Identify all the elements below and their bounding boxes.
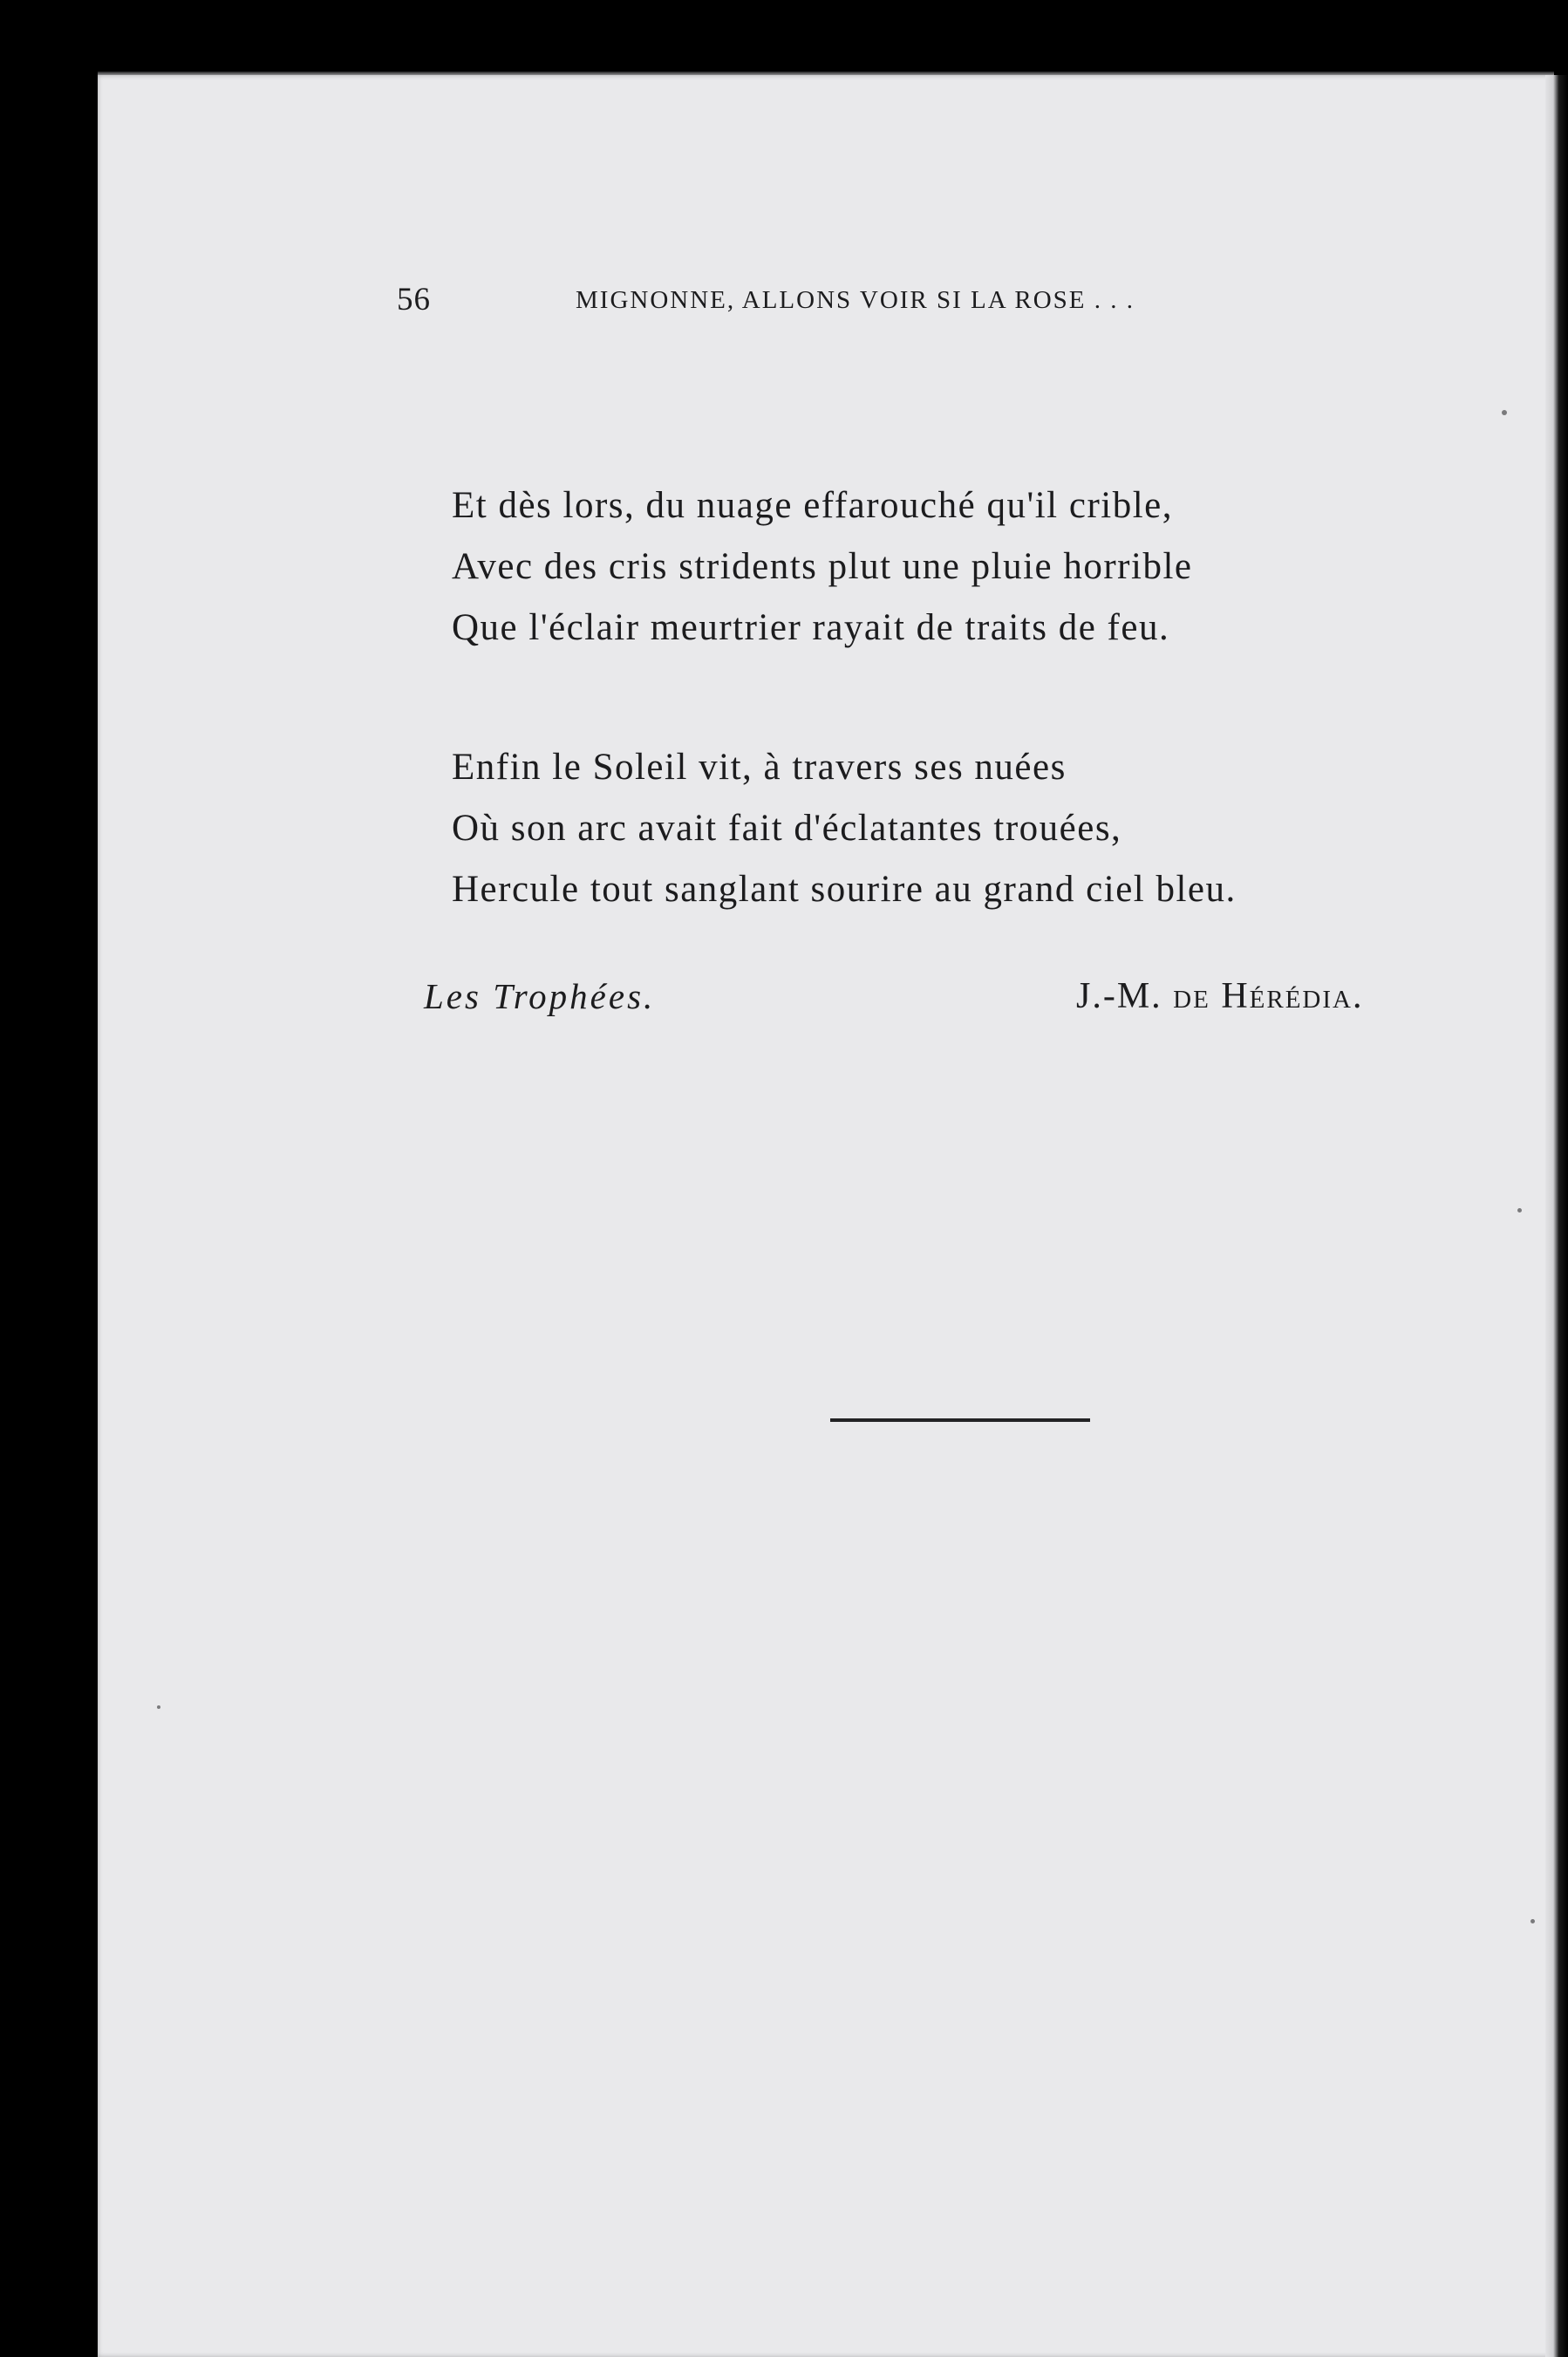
- end-rule: [830, 1418, 1090, 1422]
- scan-speck: [1517, 1208, 1522, 1213]
- stanza-2: [452, 737, 1455, 920]
- page-right-edge: [1545, 75, 1568, 2357]
- author-name: J.-M. de Hérédia.: [1076, 976, 1364, 1016]
- verse-line: Et dès lors, du nuage effarouché qu'il crible,: [452, 485, 1174, 526]
- scan-speck: [157, 1705, 160, 1709]
- verse-line: Où son arc avait fait d'éclatantes trouées,: [452, 808, 1122, 849]
- stanza-1: [452, 475, 1455, 659]
- verse-line: Avec des cris stridents plut une pluie horrible: [452, 546, 1193, 587]
- verse-line: Hercule tout sanglant sourire au grand ciel bleu.: [452, 869, 1237, 910]
- book-page: [98, 75, 1554, 2357]
- running-head: [397, 281, 1356, 325]
- scan-speck: [1531, 1919, 1535, 1923]
- scan-speck: [1502, 410, 1507, 415]
- source-title: Les Trophées.: [424, 976, 656, 1016]
- verse-line: Que l'éclair meurtrier rayait de traits de feu.: [452, 607, 1170, 648]
- running-title: MIGNONNE, ALLONS VOIR SI LA ROSE . . .: [576, 286, 1135, 314]
- attribution: [424, 975, 1453, 1028]
- page-number: 56: [397, 282, 431, 318]
- verse-line: Enfin le Soleil vit, à travers ses nuées: [452, 747, 1067, 788]
